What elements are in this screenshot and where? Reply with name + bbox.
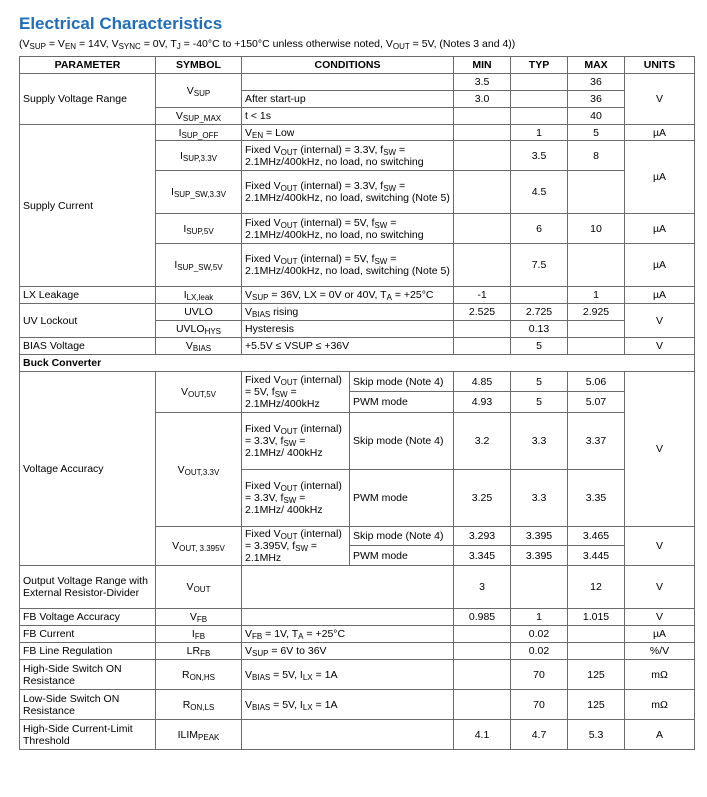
symbol-isup-off: $I_{SUP\_OFF}$ [156, 125, 242, 141]
min-cell: 4.93 [454, 392, 511, 413]
units-cell: mΩ [625, 690, 695, 720]
units-cell: V [625, 527, 695, 566]
typ-cell [511, 108, 568, 125]
table-row [20, 566, 695, 609]
condition-cell: +5.5V ≤ VSUP ≤ +36V [242, 338, 454, 355]
symbol-ron-ls: $R_{ON,LS}$ [156, 690, 242, 720]
min-cell [454, 626, 511, 643]
section-row [20, 355, 695, 372]
symbol-vsup-max: $V_{SUP\_MAX}$ [156, 108, 242, 125]
max-cell: 12 [568, 566, 625, 609]
condition-cell [242, 566, 454, 609]
max-cell: 3.465 [568, 527, 625, 546]
symbol-ilim-peak: $ILIM_{PEAK}$ [156, 720, 242, 750]
typ-cell [511, 566, 568, 609]
symbol-vout-5v: $V_{OUT,5V}$ [156, 372, 242, 413]
symbol-vbias: $V_{BIAS}$ [156, 338, 242, 355]
typ-cell: 7.5 [511, 244, 568, 287]
typ-cell: 5 [511, 338, 568, 355]
typ-cell [511, 74, 568, 91]
header-parameter: PARAMETER [20, 57, 156, 74]
symbol-ifb: $I_{FB}$ [156, 626, 242, 643]
param-high-side-switch-resistance: High-Side Switch ON Resistance [20, 660, 156, 690]
max-cell: 1.015 [568, 609, 625, 626]
typ-cell: 3.3 [511, 470, 568, 527]
max-cell [568, 171, 625, 214]
condition-cell: $V_{EN}$ = Low [242, 125, 454, 141]
table-row [20, 690, 695, 720]
max-cell [568, 321, 625, 338]
min-cell: 3 [454, 566, 511, 609]
param-fb-current: FB Current [20, 626, 156, 643]
table-row [20, 609, 695, 626]
header-conditions: CONDITIONS [242, 57, 454, 74]
min-cell: 3.25 [454, 470, 511, 527]
symbol-uvlo-hys: $UVLO_{HYS}$ [156, 321, 242, 338]
symbol-vout: $V_{OUT}$ [156, 566, 242, 609]
units-cell: µA [625, 287, 695, 304]
units-cell: µA [625, 244, 695, 287]
min-cell: 4.1 [454, 720, 511, 750]
table-row [20, 643, 695, 660]
param-lx-leakage: LX Leakage [20, 287, 156, 304]
max-cell: 1 [568, 287, 625, 304]
header-min: MIN [454, 57, 511, 74]
typ-cell [511, 91, 568, 108]
condition-cell: Fixed $V_{OUT}$ (internal) = 3.3V, $f_{SW} = 2.1MHz/$ 400kHz [242, 413, 350, 470]
max-cell: 3.37 [568, 413, 625, 470]
typ-cell: 0.02 [511, 643, 568, 660]
typ-cell: 3.395 [511, 527, 568, 546]
mode-cell: Skip mode (Note 4) [350, 413, 454, 470]
typ-cell: 4.7 [511, 720, 568, 750]
max-cell [568, 626, 625, 643]
condition-cell: Fixed $V_{OUT}$ (internal) = 3.3V, $f_{SW} = 2.1MHz/400kHz$, no load, switching (Note 5) [242, 171, 454, 214]
condition-cell: Fixed $V_{OUT}$ (internal) = 5V, $f_{SW} = 2.1MHz/400kHz$ [242, 372, 350, 413]
units-cell: µA [625, 141, 695, 214]
table-row [20, 125, 695, 141]
min-cell [454, 108, 511, 125]
min-cell [454, 141, 511, 171]
param-fb-line-regulation: FB Line Regulation [20, 643, 156, 660]
param-supply-voltage: Supply Voltage Range [20, 74, 156, 125]
condition-cell [242, 609, 454, 626]
units-cell: V [625, 372, 695, 527]
typ-cell: 6 [511, 214, 568, 244]
min-cell: 4.85 [454, 372, 511, 392]
symbol-vout-3v3: $V_{OUT,3.3V}$ [156, 413, 242, 527]
min-cell [454, 690, 511, 720]
typ-cell: 70 [511, 660, 568, 690]
min-cell: 2.525 [454, 304, 511, 321]
condition-cell: Fixed $V_{OUT}$ (internal) = 3.3V, $f_{SW} = 2.1MHz/400kHz$, no load, no switching [242, 141, 454, 171]
min-cell: 0.985 [454, 609, 511, 626]
min-cell: 3.0 [454, 91, 511, 108]
header-symbol: SYMBOL [156, 57, 242, 74]
typ-cell: 3.5 [511, 141, 568, 171]
typ-cell: 2.725 [511, 304, 568, 321]
condition-cell: Fixed $V_{OUT}$ (internal) = 3.3V, $f_{SW} = 2.1MHz/$ 400kHz [242, 470, 350, 527]
units-cell: µA [625, 125, 695, 141]
min-cell [454, 321, 511, 338]
units-cell: µA [625, 214, 695, 244]
typ-cell: 1 [511, 609, 568, 626]
condition-cell: $V_{SUP} = 36V$, LX = 0V or 40V, $T_A = +25^\circ C$ [242, 287, 454, 304]
table-row [20, 304, 695, 321]
header-max: MAX [568, 57, 625, 74]
condition-cell: $V_{SUP} = 6V$ to 36V [242, 643, 454, 660]
min-cell: 3.293 [454, 527, 511, 546]
symbol-vout-3v395: $V_{OUT, 3.395V}$ [156, 527, 242, 566]
param-fb-voltage-accuracy: FB Voltage Accuracy [20, 609, 156, 626]
mode-cell: Skip mode (Note 4) [350, 527, 454, 546]
condition-cell [242, 720, 454, 750]
units-cell: V [625, 304, 695, 338]
condition-cell: Fixed $V_{OUT}$ (internal) = 5V, $f_{SW} = 2.1MHz/400kHz$, no load, switching (Note 5) [242, 244, 454, 287]
header-units: UNITS [625, 57, 695, 74]
units-cell: µA [625, 626, 695, 643]
symbol-vsup: $V_{SUP}$ [156, 74, 242, 108]
symbol-isup-3v3: $I_{SUP,3.3V}$ [156, 141, 242, 171]
typ-cell: 3.3 [511, 413, 568, 470]
min-cell [454, 338, 511, 355]
max-cell: 3.35 [568, 470, 625, 527]
param-voltage-accuracy: Voltage Accuracy [20, 372, 156, 566]
min-cell [454, 643, 511, 660]
min-cell [454, 660, 511, 690]
section-title: Electrical Characteristics [19, 14, 223, 33]
max-cell: 5.3 [568, 720, 625, 750]
condition-cell: Fixed $V_{OUT}$ (internal) = 3.395V, $f_{SW} = 2.1MHz$ [242, 527, 350, 566]
test-conditions: ($V_{SUP} = V_{EN} = 14V$, $V_{SYNC} = 0V$, $T_J = -40^\circ C$ to +150°C unless otherwise noted, $V_{OUT} = 5V$, (Notes 3 and 4)) [19, 38, 516, 51]
max-cell: 40 [568, 108, 625, 125]
condition-cell: Fixed $V_{OUT}$ (internal) = 5V, $f_{SW} = 2.1MHz/400kHz$, no load, no switching [242, 214, 454, 244]
param-supply-current: Supply Current [20, 125, 156, 287]
max-cell: 5 [568, 125, 625, 141]
param-bias-voltage: BIAS Voltage [20, 338, 156, 355]
symbol-isup-5v: $I_{SUP,5V}$ [156, 214, 242, 244]
max-cell [568, 338, 625, 355]
units-cell: V [625, 74, 695, 125]
max-cell: 8 [568, 141, 625, 171]
symbol-isup-sw-5v: $I_{SUP\_SW,5V}$ [156, 244, 242, 287]
param-output-voltage-range: Output Voltage Range with External Resistor-Divider [20, 566, 156, 609]
condition-cell [242, 74, 454, 91]
max-cell: 36 [568, 74, 625, 91]
mode-cell: PWM mode [350, 392, 454, 413]
min-cell: 3.5 [454, 74, 511, 91]
table-header-row [20, 57, 695, 74]
max-cell: 125 [568, 690, 625, 720]
param-low-side-switch-resistance: Low-Side Switch ON Resistance [20, 690, 156, 720]
table-row [20, 287, 695, 304]
table-row [20, 720, 695, 750]
symbol-uvlo: UVLO [156, 304, 242, 321]
symbol-ilx-leak: $I_{LX,leak}$ [156, 287, 242, 304]
max-cell: 125 [568, 660, 625, 690]
condition-cell: After start-up [242, 91, 454, 108]
units-cell: V [625, 338, 695, 355]
min-cell: -1 [454, 287, 511, 304]
symbol-isup-sw-3v3: $I_{SUP\_SW,3.3V}$ [156, 171, 242, 214]
electrical-characteristics-table [19, 56, 695, 750]
table-row [20, 74, 695, 91]
table-row [20, 338, 695, 355]
typ-cell: 70 [511, 690, 568, 720]
max-cell: 2.925 [568, 304, 625, 321]
section-buck-converter: Buck Converter [20, 355, 695, 372]
header-typ: TYP [511, 57, 568, 74]
min-cell [454, 171, 511, 214]
units-cell: V [625, 566, 695, 609]
typ-cell: 1 [511, 125, 568, 141]
condition-cell: $V_{FB} = 1V$, $T_A = +25^\circ C$ [242, 626, 454, 643]
symbol-ron-hs: $R_{ON,HS}$ [156, 660, 242, 690]
typ-cell: 0.02 [511, 626, 568, 643]
table-row [20, 372, 695, 392]
max-cell [568, 244, 625, 287]
max-cell: 36 [568, 91, 625, 108]
max-cell [568, 643, 625, 660]
typ-cell: 5 [511, 392, 568, 413]
symbol-vfb: $V_{FB}$ [156, 609, 242, 626]
table-row [20, 660, 695, 690]
max-cell: 5.07 [568, 392, 625, 413]
typ-cell: 4.5 [511, 171, 568, 214]
units-cell: %/V [625, 643, 695, 660]
condition-cell: t < 1s [242, 108, 454, 125]
min-cell [454, 125, 511, 141]
max-cell: 5.06 [568, 372, 625, 392]
condition-cell: $V_{BIAS}$ rising [242, 304, 454, 321]
min-cell: 3.345 [454, 546, 511, 566]
typ-cell: 0.13 [511, 321, 568, 338]
units-cell: A [625, 720, 695, 750]
units-cell: V [625, 609, 695, 626]
param-high-side-current-limit: High-Side Current-Limit Threshold [20, 720, 156, 750]
symbol-lrfb: $LR_{FB}$ [156, 643, 242, 660]
condition-cell: $V_{BIAS} = 5V$, $I_{LX} = 1A$ [242, 660, 454, 690]
param-uv-lockout: UV Lockout [20, 304, 156, 338]
typ-cell [511, 287, 568, 304]
mode-cell: Skip mode (Note 4) [350, 372, 454, 392]
condition-cell: $V_{BIAS} = 5V$, $I_{LX} = 1A$ [242, 690, 454, 720]
mode-cell: PWM mode [350, 546, 454, 566]
max-cell: 3.445 [568, 546, 625, 566]
mode-cell: PWM mode [350, 470, 454, 527]
condition-cell: Hysteresis [242, 321, 454, 338]
typ-cell: 3.395 [511, 546, 568, 566]
table-row [20, 626, 695, 643]
min-cell: 3.2 [454, 413, 511, 470]
max-cell: 10 [568, 214, 625, 244]
typ-cell: 5 [511, 372, 568, 392]
min-cell [454, 214, 511, 244]
min-cell [454, 244, 511, 287]
units-cell: mΩ [625, 660, 695, 690]
